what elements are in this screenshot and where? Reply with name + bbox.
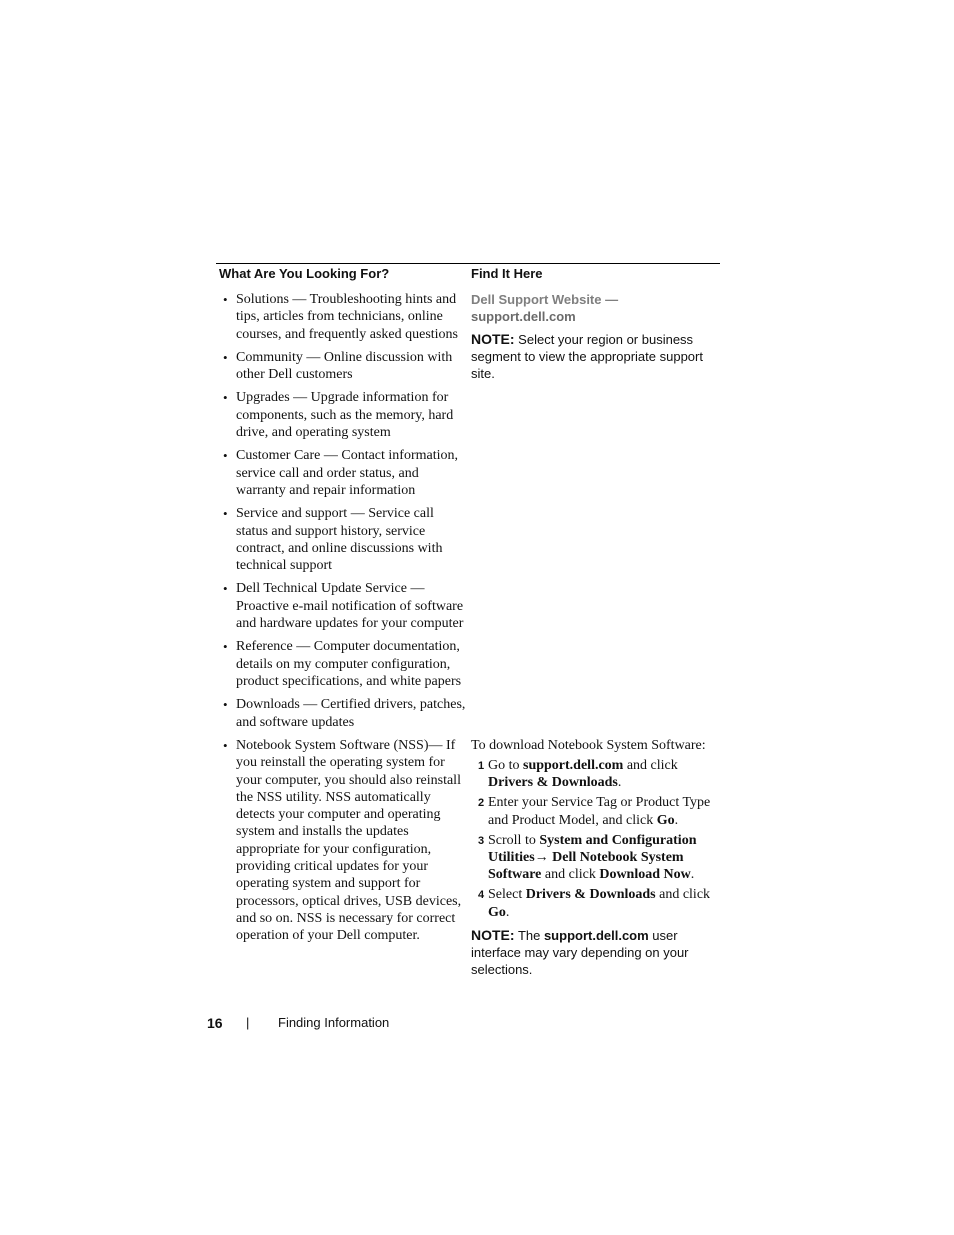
website-domain[interactable]: support.dell.com <box>471 309 576 324</box>
footer-separator: | <box>246 1015 250 1030</box>
step-number: 4 <box>478 889 485 902</box>
step-text: Select <box>488 887 526 903</box>
list-item: • Customer Care — Contact information, service call and order status, and warranty and repair information <box>222 447 468 499</box>
step-text: Enter your Service Tag or Product Type and Product Model, and click <box>488 795 711 828</box>
step-text: . <box>505 904 510 920</box>
step-text: Go to <box>488 758 523 773</box>
section-title: Finding Information <box>278 1015 390 1030</box>
step-text: . <box>690 867 695 883</box>
step-bold: Go <box>656 812 675 828</box>
step-number: 1 <box>478 760 485 772</box>
nss-steps <box>471 757 719 921</box>
step-item <box>471 794 719 828</box>
note-text: Select your region or business segment to view the appropriate support site. <box>471 332 703 381</box>
step-text: Scroll to <box>488 832 540 848</box>
step-text: and click <box>541 867 600 883</box>
website-label: Dell Support Website — <box>471 292 619 307</box>
note-interface <box>471 927 719 978</box>
nss-intro: To download Notebook System Software: <box>471 738 706 753</box>
list-item: • Downloads — Certified drivers, patches, and software updates <box>222 696 468 731</box>
step-number: 2 <box>478 797 485 810</box>
step-text: . <box>674 812 679 828</box>
step-text: and click <box>623 758 678 773</box>
note-region <box>471 331 719 382</box>
note-label: NOTE: <box>471 331 515 347</box>
step-text: . <box>617 775 622 791</box>
step-item <box>471 832 719 884</box>
step-bold: Go <box>488 904 506 920</box>
row1-right-cell <box>471 291 719 382</box>
list-item: • Dell Technical Update Service — Proactive e-mail notification of software and hardware updates for your computer <box>222 580 468 632</box>
column-header-find-it-here: Find It Here <box>471 266 543 281</box>
column-header-looking-for: What Are You Looking For? <box>219 266 390 281</box>
step-bold: System and Configuration Utilities→ Dell Notebook System Software <box>488 832 697 883</box>
support-topics-list <box>222 291 468 731</box>
step-bold: Drivers & Downloads <box>488 775 618 791</box>
row1-left-cell <box>222 291 468 737</box>
step-item <box>471 757 719 791</box>
nss-list <box>222 737 468 945</box>
note-label: NOTE: <box>471 926 515 943</box>
list-item: • Reference — Computer documentation, details on my computer configuration, product specifications, and white papers <box>222 638 468 690</box>
row2-left-cell <box>222 737 468 951</box>
step-text: and click <box>655 887 711 903</box>
table-top-rule <box>216 263 720 264</box>
step-number: 3 <box>478 834 485 847</box>
list-item: • Upgrades — Upgrade information for components, such as the memory, hard drive, and operating system <box>222 389 468 441</box>
list-item: • Notebook System Software (NSS)— If you reinstall the operating system for your computer, you should also reinstall the NSS utility. NSS automatically detects your computer and operating system and installs the updates appropriate for your configuration, providing critical updates for your operating system and support for processors, optical drives, USB devices, and so on. NSS is necessary for correct operation of your Dell computer. <box>222 737 468 945</box>
row2-right-cell <box>471 737 719 978</box>
note-domain: support.dell.com <box>543 927 649 943</box>
step-bold: Drivers & Downloads <box>525 887 656 903</box>
note-text: The <box>514 927 544 943</box>
page-number: 16 <box>207 1015 223 1031</box>
list-item: • Solutions — Troubleshooting hints and tips, articles from technicians, online courses, and frequently asked questions <box>222 291 468 343</box>
dell-support-website-link[interactable] <box>471 291 719 325</box>
list-item: • Service and support — Service call status and support history, service contract, and online discussions with technical support <box>222 505 468 574</box>
step-item <box>471 886 719 920</box>
step-bold: Download Now <box>599 867 691 883</box>
list-item: • Community — Online discussion with other Dell customers <box>222 349 468 384</box>
step-bold: support.dell.com <box>523 758 624 773</box>
note-text: user interface may vary depending on your selections. <box>471 927 689 977</box>
